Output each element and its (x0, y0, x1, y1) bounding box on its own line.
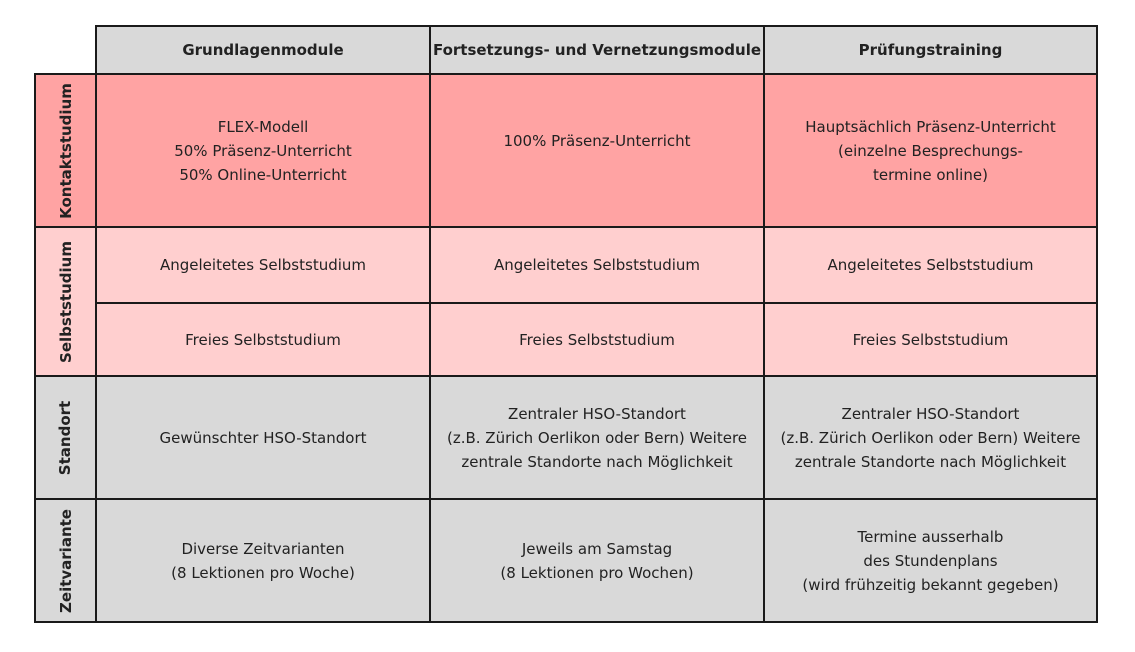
column-header-label: Fortsetzungs- und Vernetzungsmodule (432, 41, 762, 59)
row-label-text: Kontaktstudium (56, 82, 75, 219)
cell-text: Gewünschter HSO-Standort (159, 428, 367, 447)
cell-text: Diverse Zeitvarianten (8 Lektionen pro Woche) (171, 539, 355, 582)
table-cell-frei-grundlagen (95, 302, 431, 377)
table-cell-frei-fortsetzung (429, 302, 765, 377)
table-cell-angeleitet-grundlagen (95, 226, 431, 304)
table-cell-standort-pruefung (763, 375, 1098, 500)
row-label-standort (34, 375, 97, 500)
table-cell-zeit-fortsetzung (429, 498, 765, 623)
cell-text: Zentraler HSO-Standort (z.B. Zürich Oerlikon oder Bern) Weitere zentrale Standorte nach Möglichkeit (446, 404, 748, 471)
cell-text: Freies Selbststudium (519, 330, 675, 349)
cell-text: Zentraler HSO-Standort (z.B. Zürich Oerlikon oder Bern) Weitere zentrale Standorte nach Möglichkeit (780, 404, 1081, 471)
table-cell-kontakt-grundlagen (95, 73, 431, 228)
cell-text: Freies Selbststudium (185, 330, 341, 349)
table-cell-frei-pruefung (763, 302, 1098, 377)
cell-text: 100% Präsenz-Unterricht (503, 132, 691, 150)
row-label-text: Standort (56, 400, 75, 475)
row-label-text: Zeitvariante (56, 508, 75, 613)
table-cell-standort-fortsetzung (429, 375, 765, 500)
column-header-grundlagenmodule (95, 25, 431, 75)
table-cell-angeleitet-fortsetzung (429, 226, 765, 304)
column-header-label: Prüfungstraining (858, 41, 1003, 59)
row-label-selbststudium (34, 226, 97, 377)
cell-text: Termine ausserhalb des Stundenplans (wird frühzeitig bekannt gegeben) (802, 527, 1059, 594)
table-cell-kontakt-pruefung (763, 73, 1098, 228)
column-header-label: Grundlagenmodule (182, 41, 344, 59)
cell-text: Angeleitetes Selbststudium (159, 256, 367, 274)
cell-text: Freies Selbststudium (852, 330, 1009, 349)
table-cell-kontakt-fortsetzung (429, 73, 765, 228)
row-label-kontaktstudium (34, 73, 97, 228)
column-header-fortsetzungsmodule (429, 25, 765, 75)
table-cell-standort-grundlagen (95, 375, 431, 500)
cell-text: Jeweils am Samstag (8 Lektionen pro Wochen) (500, 539, 694, 582)
cell-text: FLEX-Modell 50% Präsenz-Unterricht 50% Online-Unterricht (174, 117, 352, 184)
table-cell-zeit-grundlagen (95, 498, 431, 623)
row-label-text: Selbststudium (56, 240, 75, 363)
table-cell-angeleitet-pruefung (763, 226, 1098, 304)
row-label-zeitvariante (34, 498, 97, 623)
column-header-pruefungstraining (763, 25, 1098, 75)
cell-text: Angeleitetes Selbststudium (493, 256, 701, 274)
table-cell-zeit-pruefung (763, 498, 1098, 623)
cell-text: Angeleitetes Selbststudium (827, 256, 1034, 274)
cell-text: Hauptsächlich Präsenz-Unterricht (einzelne Besprechungs- termine online) (805, 117, 1056, 184)
